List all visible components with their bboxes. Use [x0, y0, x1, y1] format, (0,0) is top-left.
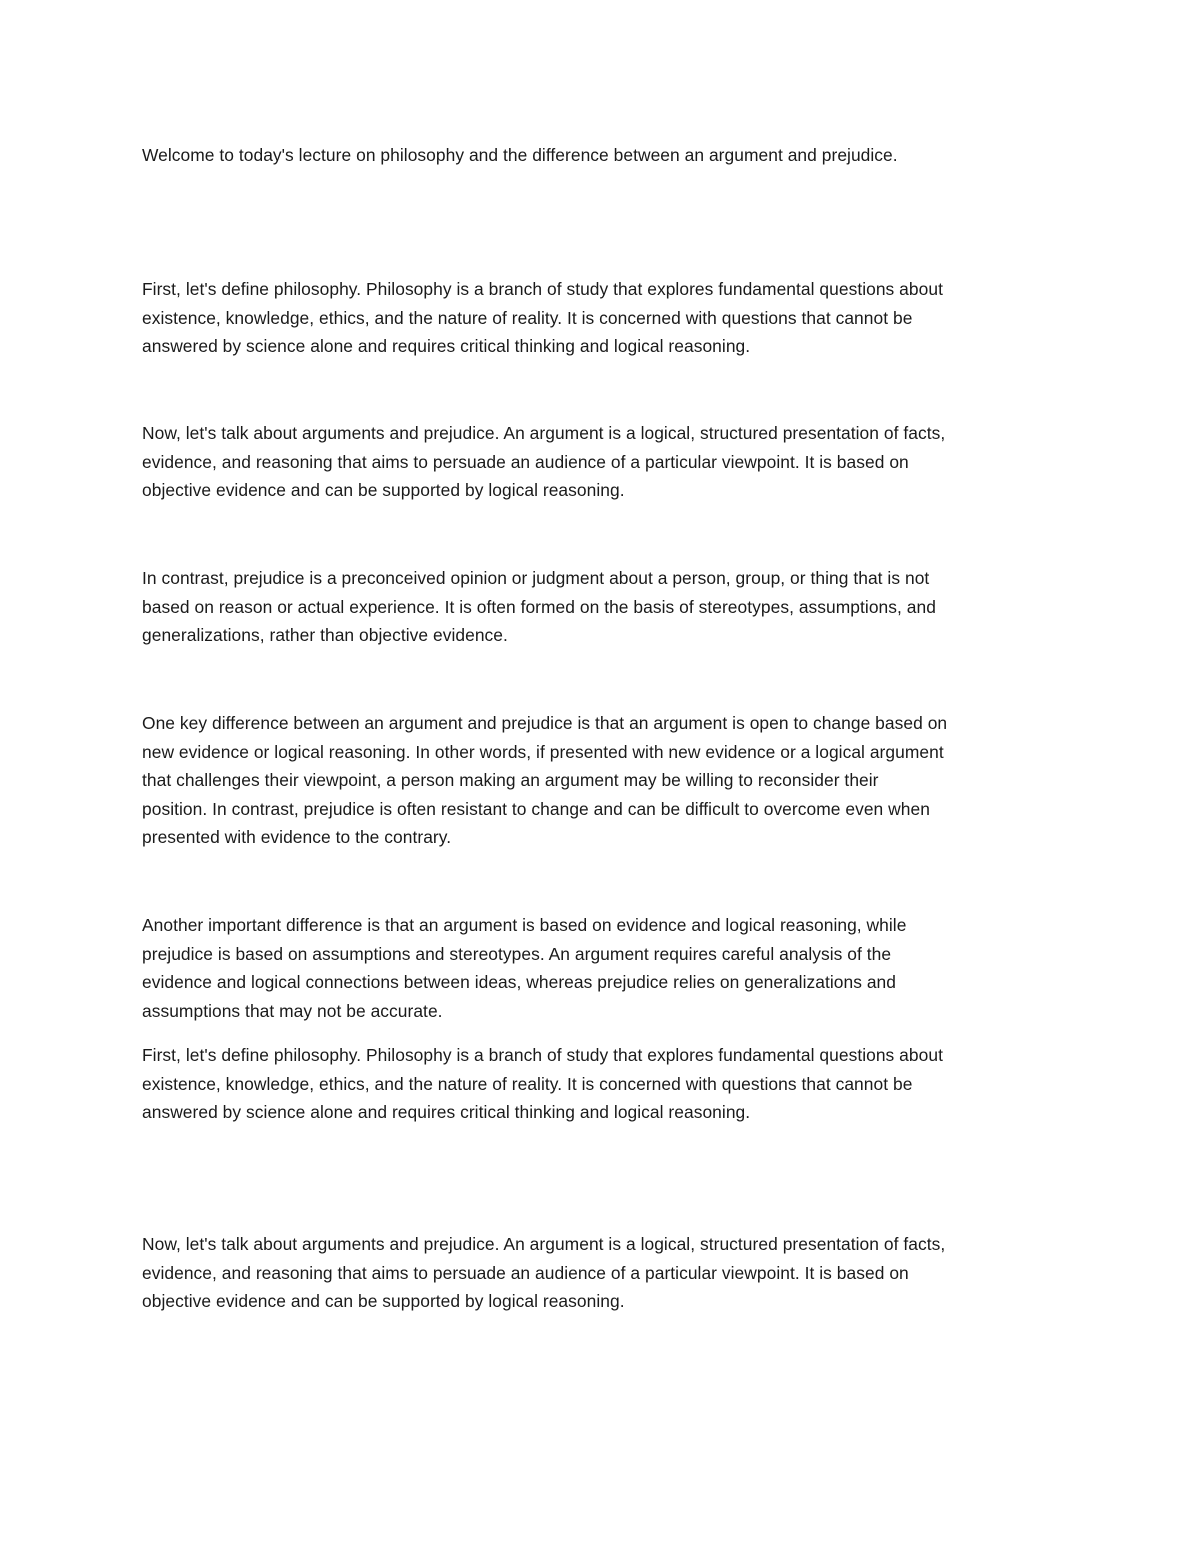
text-line: objective evidence and can be supported by logical reasoning. [142, 1291, 625, 1312]
text-line: that challenges their viewpoint, a person making an argument may be willing to reconsider their [142, 770, 879, 791]
text-line: answered by science alone and requires critical thinking and logical reasoning. [142, 1102, 751, 1123]
paragraph-another-difference [142, 911, 1062, 1025]
text-line: new evidence or logical reasoning. In other words, if presented with new evidence or a logical argument [142, 741, 944, 762]
paragraph-welcome [142, 141, 1062, 170]
text-line: evidence, and reasoning that aims to persuade an audience of a particular viewpoint. It is based on [142, 451, 909, 472]
text-line: existence, knowledge, ethics, and the nature of reality. It is concerned with questions that cannot be [142, 307, 913, 328]
text-line: presented with evidence to the contrary. [142, 827, 452, 848]
text-line: existence, knowledge, ethics, and the nature of reality. It is concerned with questions that cannot be [142, 1073, 913, 1094]
text-line: Another important difference is that an argument is based on evidence and logical reasoning, while [142, 915, 907, 935]
text-line: In contrast, prejudice is a preconceived opinion or judgment about a person, group, or thing that is not [142, 568, 930, 588]
text-line: evidence and logical connections between ideas, whereas prejudice relies on generalizations and [142, 972, 896, 993]
text-line: First, let's define philosophy. Philosophy is a branch of study that explores fundamental questions about [142, 279, 943, 299]
text-line: generalizations, rather than objective evidence. [142, 625, 508, 646]
text-line: prejudice is based on assumptions and stereotypes. An argument requires careful analysis of the [142, 943, 892, 964]
paragraph-define-philosophy-repeat [142, 1041, 1062, 1127]
text-line: evidence, and reasoning that aims to persuade an audience of a particular viewpoint. It is based on [142, 1262, 909, 1283]
text-line: Welcome to today's lecture on philosophy and the difference between an argument and prejudice. [142, 145, 898, 165]
text-line: based on reason or actual experience. It is often formed on the basis of stereotypes, assumptions, and [142, 596, 936, 617]
text-line: assumptions that may not be accurate. [142, 1000, 443, 1021]
paragraph-key-difference [142, 709, 1062, 852]
text-line: position. In contrast, prejudice is often resistant to change and can be difficult to overcome even when [142, 798, 930, 819]
paragraph-arguments-prejudice-repeat [142, 1230, 1062, 1316]
text-line: Now, let's talk about arguments and prejudice. An argument is a logical, structured presentation of facts, [142, 1234, 946, 1254]
paragraph-contrast-prejudice [142, 564, 1062, 650]
text-line: First, let's define philosophy. Philosophy is a branch of study that explores fundamental questions about [142, 1045, 943, 1065]
text-line: objective evidence and can be supported by logical reasoning. [142, 480, 625, 501]
text-line: answered by science alone and requires critical thinking and logical reasoning. [142, 336, 751, 357]
text-line: One key difference between an argument and prejudice is that an argument is open to change based on [142, 713, 948, 733]
paragraph-arguments-prejudice [142, 419, 1062, 505]
text-line: Now, let's talk about arguments and prejudice. An argument is a logical, structured presentation of facts, [142, 423, 946, 443]
paragraph-define-philosophy [142, 275, 1062, 361]
